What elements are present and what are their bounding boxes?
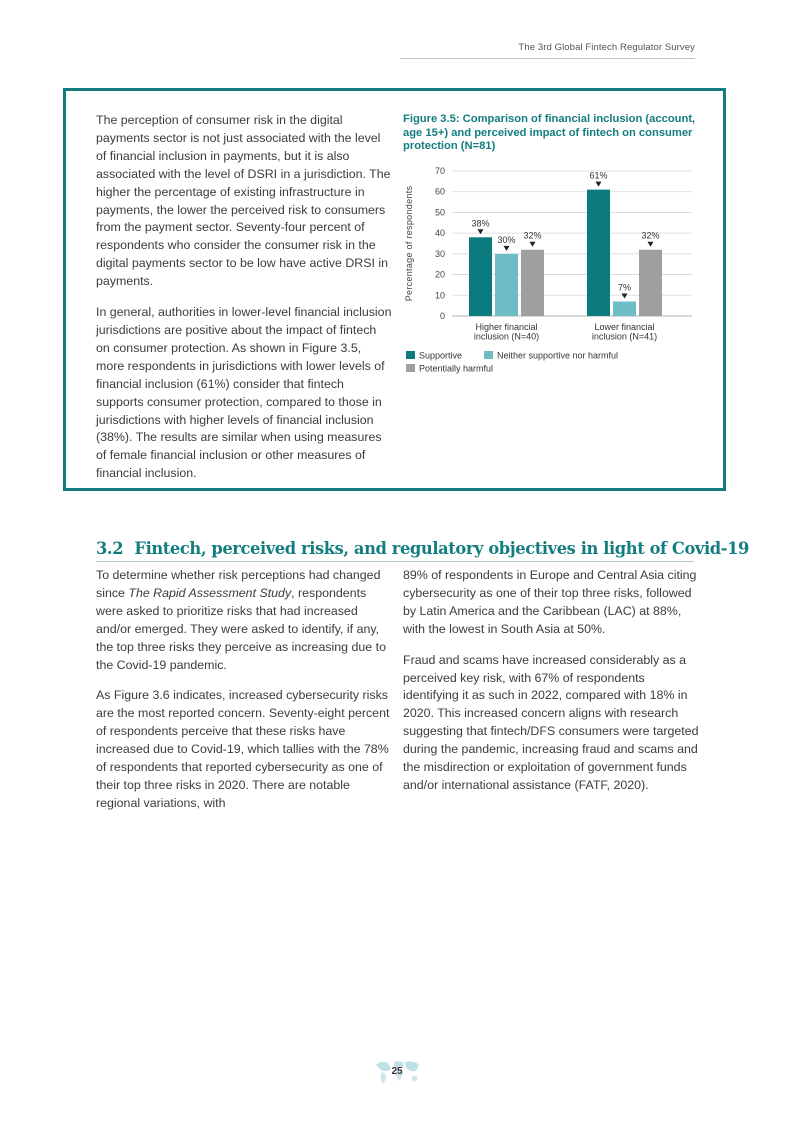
legend-label: Supportive xyxy=(419,350,463,361)
marker-triangle xyxy=(530,242,536,247)
section-number: 3.2 xyxy=(96,539,124,558)
bar-1-0 xyxy=(587,190,610,316)
y-tick-label: 50 xyxy=(434,207,445,218)
data-label: 7% xyxy=(617,282,632,293)
marker-triangle xyxy=(504,246,510,251)
y-tick-label: 0 xyxy=(439,311,445,321)
left-paragraph-1 xyxy=(96,567,394,674)
right-paragraph-1: 89% of respondents in Europe and Central Asia citing cybersecurity as one of their top three risks, followed by Latin America and the Caribbean (LAC) at 88%, with the lowest in South Asia at 50%. xyxy=(403,568,697,636)
right-column xyxy=(403,567,701,808)
left-paragraph-2: As Figure 3.6 indicates, increased cybersecurity risks are the most reported concern. Seventy-eight percent of respondents perceive that these risks have increased due to Covid-19, which tallies with the 78% of respondents that reported cybersecurity as one of their top three risks in 2020. There are notable regional variations, with xyxy=(96,688,390,810)
data-label: 38% xyxy=(471,218,490,229)
box-paragraph-1: The perception of consumer risk in the digital payments sector is not just associated with the level of financial inclusion in payments, but it is also associated with the level of DSRI in a jurisdiction. The higher the percentage of existing infrastructure in payments, the lower the perceived risk to consumers from the payment sector. Seventy-four percent of respondents who consider the consumer risk in the digital payments sector to be low have active DRSI in payments. xyxy=(96,113,391,289)
left-p1-end: , respondents were asked to prioritize risks that had increased and/or emerged. They were asked to identify, if any, the top three risks they perceive as increasing due to the Covid-19 pandemic. xyxy=(96,585,386,672)
marker-triangle xyxy=(596,182,602,187)
category-label: Higher financial xyxy=(475,322,538,332)
section-rule xyxy=(96,561,694,562)
page-number: 25 xyxy=(391,1066,403,1077)
marker-triangle xyxy=(622,294,628,299)
legend-label: Neither supportive nor harmful xyxy=(497,350,619,361)
figure-3-5-chart xyxy=(402,165,702,380)
marker-triangle xyxy=(648,242,654,247)
legend-swatch xyxy=(406,364,415,372)
box-paragraph-2: In general, authorities in lower-level financial inclusion jurisdictions are positive about the impact of fintech on consumer protection. As shown in Figure 3.5, more respondents in jurisdictions with lower levels of financial inclusion (61%) consider that fintech supports consumer protection, compared to those in jurisdictions with higher levels of financial inclusion (38%). The results are similar when using measures of female financial inclusion or other measures of financial inclusion. xyxy=(96,305,392,481)
y-tick-label: 10 xyxy=(434,290,445,301)
y-tick-label: 60 xyxy=(434,186,445,197)
left-column xyxy=(96,567,394,826)
category-label: Lower financial xyxy=(594,322,655,332)
y-tick-label: 20 xyxy=(434,269,445,280)
page-footer xyxy=(372,1057,422,1087)
data-label: 30% xyxy=(497,234,516,245)
y-tick-label: 30 xyxy=(434,248,445,259)
running-header: The 3rd Global Fintech Regulator Survey xyxy=(518,42,695,53)
box-text xyxy=(96,112,392,496)
study-title: The Rapid Assessment Study xyxy=(128,585,292,600)
right-paragraph-2: Fraud and scams have increased considerably as a perceived key risk, with 67% of respondents identifying it as such in 2022, compared with 18% in 2020. This increased concern aligns with research suggesting that fintech/DFS consumers were targeted during the pandemic, increasing fraud and scams and the misdirection or exploitation of government funds and/or international assistance (FATF, 2020). xyxy=(403,652,699,792)
data-label: 61% xyxy=(589,170,608,181)
bar-0-2 xyxy=(521,250,544,316)
y-tick-label: 70 xyxy=(434,166,445,176)
legend-swatch xyxy=(406,351,415,359)
bar-1-2 xyxy=(639,250,662,316)
legend-swatch xyxy=(484,351,493,359)
y-axis-label: Percentage of respondents xyxy=(404,185,414,302)
y-tick-label: 40 xyxy=(434,228,445,239)
bar-1-1 xyxy=(613,302,636,317)
data-label: 32% xyxy=(523,230,542,241)
header-rule xyxy=(400,58,695,59)
section-title: Fintech, perceived risks, and regulatory objectives in light of Covid-19 xyxy=(134,539,749,558)
category-label: inclusion (N=41) xyxy=(591,331,658,342)
data-label: 32% xyxy=(641,230,660,241)
category-label: inclusion (N=40) xyxy=(473,331,540,342)
bar-0-0 xyxy=(469,237,492,316)
figure-title: Figure 3.5: Comparison of financial inclusion (account, age 15+) and perceived impact of fintech on consumer protection (N=81) xyxy=(403,113,696,153)
bar-0-1 xyxy=(495,254,518,316)
legend-label: Potentially harmful xyxy=(419,363,494,374)
left-p1-start: To determine whether risk perceptions had changed since xyxy=(96,568,381,600)
section-heading xyxy=(96,539,749,558)
